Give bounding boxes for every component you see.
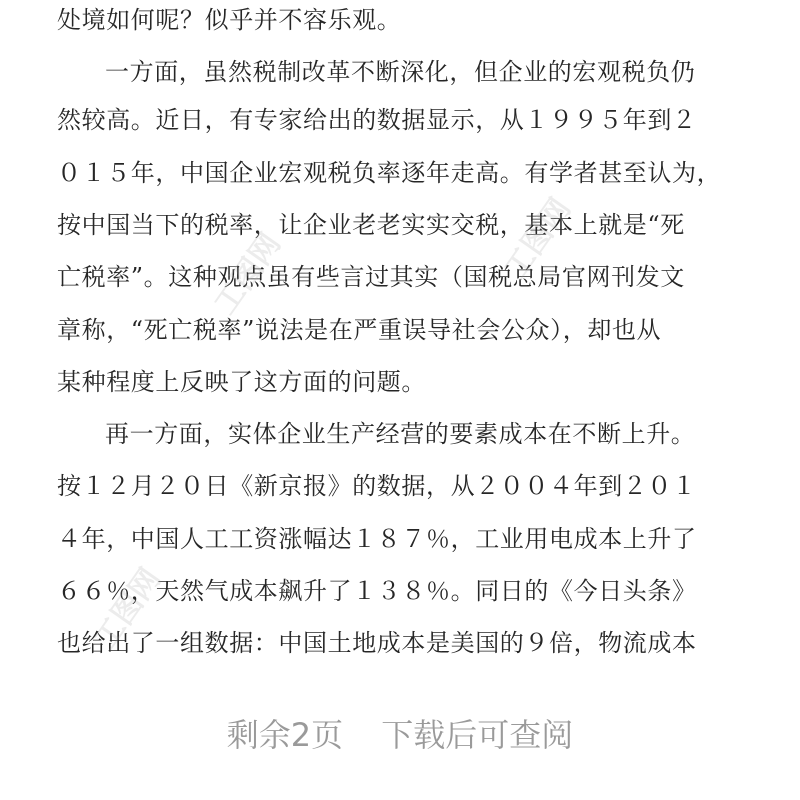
text-line: 也给出了一组数据：中国土地成本是美国的９倍，物流成本 [57,629,697,657]
text-line: 一方面，虽然税制改革不断深化，但企业的宏观税负仍 [105,58,696,86]
watermark: 工图网 [87,562,169,656]
text-line: 亡税率”。这种观点虽有些言过其实（国税总局官网刊发文 [57,263,685,291]
text-line: ６６％，天然气成本飙升了１３８％。同日的《今日头条》 [57,577,697,605]
remaining-pages-text[interactable]: 剩余2页 [226,716,344,754]
download-prompt[interactable] [0,710,800,756]
text-line: ０１５年，中国企业宏观税负率逐年走高。有学者甚至认为， [57,159,722,187]
text-line: 再一方面，实体企业生产经营的要素成本在不断上升。 [105,420,696,448]
text-line: 某种程度上反映了这方面的问题。 [57,368,426,396]
text-line: 处境如何呢？似乎并不容乐观。 [57,6,402,34]
download-to-view-text[interactable]: 下载后可查阅 [381,716,574,754]
watermark: 工图网 [207,227,289,321]
text-line: 按１２月２０日《新京报》的数据，从２００４年到２０１ [57,472,697,500]
text-line: 章称，“死亡税率”说法是在严重误导社会公众），却也从 [57,316,662,344]
text-line: 按中国当下的税率，让企业老老实实交税，基本上就是“死 [57,211,685,239]
watermark: 工图网 [497,192,579,286]
text-line: 然较高。近日，有专家给出的数据显示，从１９９５年到２ [57,106,697,134]
text-line: ４年，中国人工工资涨幅达１８７％，工业用电成本上升了 [57,525,697,553]
